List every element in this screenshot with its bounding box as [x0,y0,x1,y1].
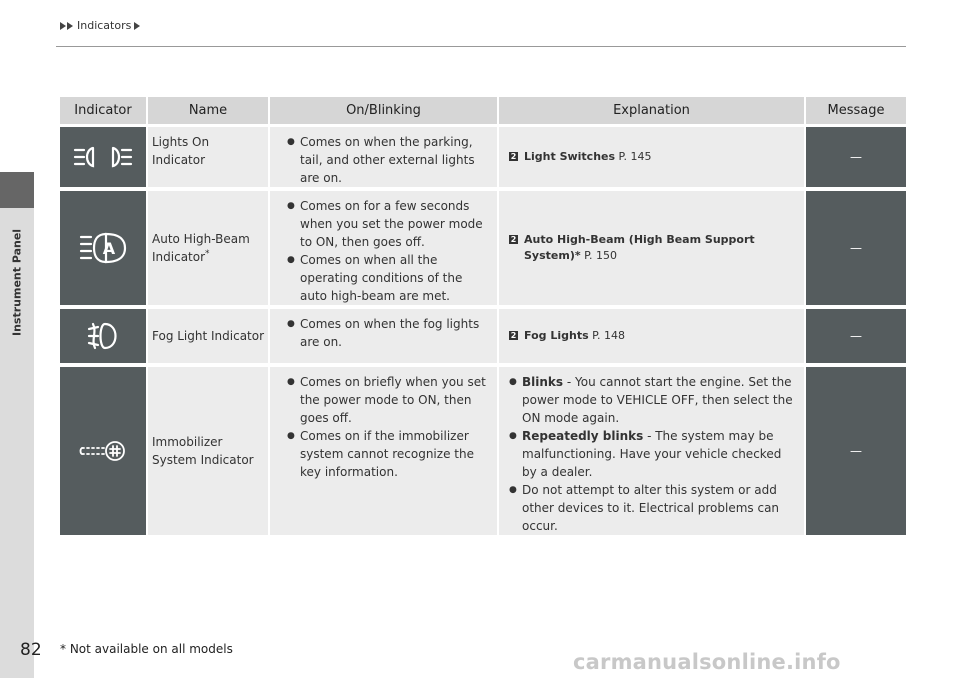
explanation-text: - You cannot start the engine. Set the power mode to VEHICLE OFF, then select the ON mode again. [522,375,793,425]
auto-high-beam-icon [78,230,128,266]
explanation-cell [499,124,806,187]
explanation-cell [499,305,806,363]
watermark: carmanualsonline.info [573,650,841,674]
message-value: — [850,329,862,343]
on-blinking-cell [270,363,499,535]
indicator-cell [60,187,148,305]
message-value: — [850,150,862,164]
column-header-on-blinking: On/Blinking [270,97,499,124]
reference-title: Fog Lights [524,329,589,342]
message-cell [806,187,906,305]
reference-page: P. 148 [592,329,626,342]
table-header-row [60,97,906,124]
column-header-message: Message [806,97,906,124]
column-header-explanation: Explanation [499,97,806,124]
breadcrumb-arrow-icon [134,22,140,30]
cross-reference-link[interactable] [509,232,798,264]
on-blinking-item: ● Comes on when all the operating conditions of the auto high-beam are met. [287,251,493,305]
breadcrumb-arrow-icon [60,22,66,30]
availability-mark: * [574,249,581,262]
indicator-name-text: Auto High-Beam Indicator [152,232,250,264]
table-row [60,305,906,363]
svg-text:A: A [102,239,116,258]
indicator-name [148,187,270,305]
cross-reference-link[interactable] [509,328,798,344]
breadcrumb-arrow-icon [67,22,73,30]
reference-arrow-icon: 2 [510,152,517,161]
on-blinking-item: ● Comes on when the parking, tail, and other external lights are on. [287,133,493,187]
on-blinking-item: ● Comes on when the fog lights are on. [287,315,493,351]
explanation-text: Do not attempt to alter this system or add other devices to it. Electrical problems can occur. [522,483,780,533]
footnote: * Not available on all models [60,642,233,656]
indicator-name: Lights On Indicator [148,124,270,187]
table-row [60,363,906,535]
reference-page: P. 150 [584,249,618,262]
indicator-name: Immobilizer System Indicator [148,363,270,535]
explanation-cell [499,187,806,305]
explanation-item [509,373,798,427]
indicator-name: Fog Light Indicator [148,305,270,363]
message-value: — [850,241,862,255]
explanation-keyword: Blinks [522,375,564,389]
on-blinking-cell [270,305,499,363]
explanation-item [509,481,798,535]
message-cell [806,363,906,535]
fog-light-icon [85,320,121,352]
reference-title: Light Switches [524,150,616,163]
availability-mark: * [205,249,210,259]
column-header-name: Name [148,97,270,124]
indicator-cell [60,363,148,535]
table-row [60,124,906,187]
on-blinking-cell [270,124,499,187]
indicator-table [60,97,906,535]
lights-on-icon [71,143,135,171]
breadcrumb-label: Indicators [77,19,132,32]
explanation-cell [499,363,806,535]
immobilizer-icon [79,439,127,463]
reference-title: Auto High-Beam (High Beam Support System) [524,233,755,262]
message-cell [806,124,906,187]
message-cell [806,305,906,363]
breadcrumb [60,19,141,32]
reference-arrow-icon: 2 [510,235,517,244]
column-header-indicator: Indicator [60,97,148,124]
explanation-item [509,427,798,481]
on-blinking-item: ● Comes on briefly when you set the power mode to ON, then goes off. [287,373,493,427]
explanation-text: - The system may be malfunctioning. Have your vehicle checked by a dealer. [522,429,782,479]
reference-arrow-icon: 2 [510,331,517,340]
explanation-keyword: Repeatedly blinks [522,429,644,443]
on-blinking-cell [270,187,499,305]
indicator-cell [60,305,148,363]
header-divider [56,46,906,47]
table-row [60,187,906,305]
reference-page: P. 145 [618,150,652,163]
cross-reference-link[interactable] [509,149,798,165]
on-blinking-item: ● Comes on if the immobilizer system cannot recognize the key information. [287,427,493,481]
section-tab-label: Instrument Panel [10,228,24,336]
indicator-cell [60,124,148,187]
on-blinking-item: ● Comes on for a few seconds when you set the power mode to ON, then goes off. [287,197,493,251]
message-value: — [850,444,862,458]
page-number: 82 [20,640,42,660]
section-tab-marker [0,172,34,208]
